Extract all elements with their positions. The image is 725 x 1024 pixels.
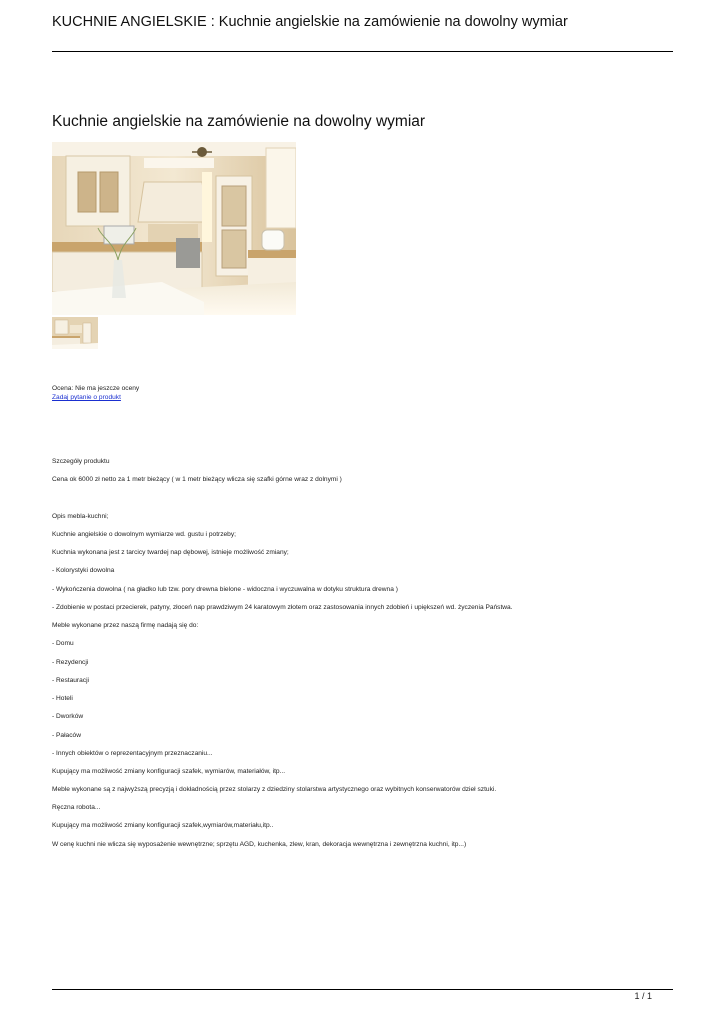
description-line: Meble wykonane przez naszą firmę nadają się do: — [52, 622, 199, 629]
description-line: - Restauracji — [52, 677, 90, 684]
description-line: - Wykończenia dowolna ( na gładko lub tzw. pory drewna bielone - widoczna i wyczuwalna w dotyku struktura drewna ) — [52, 586, 398, 593]
description-line: Kuchnia wykonana jest z tarcicy twardej nap dębowej, istnieje możliwość zmiany; — [52, 549, 289, 556]
description-line: W cenę kuchni nie wlicza się wyposażenie wewnętrzne; sprzętu AGD, kuchenka, zlew, kran, dekoracja wewnętrzna i zewnętrzna kuchni, itp...) — [52, 841, 467, 848]
description-line: - Dworków — [52, 713, 84, 720]
description-line: - Zdobienie w postaci przecierek, patyny, złoceń nap prawdziwym 24 karatowym złotem oraz zastosowania innych zdobień i upiększeń wd. życzenia Państwa. — [52, 604, 513, 611]
description-line: Kupujący ma możliwość zmiany konfiguracji szafek,wymiarów,materiału,itp.. — [52, 822, 274, 829]
description-line: Opis mebla-kuchni; — [52, 513, 109, 520]
page-number: 1 / 1 — [634, 991, 652, 1001]
document-header-title: KUCHNIE ANGIELSKIE : Kuchnie angielskie na zamówienie na dowolny wymiar — [52, 14, 568, 30]
description-line: Kuchnie angielskie o dowolnym wymiarze wd. gustu i potrzeby; — [52, 531, 236, 538]
description-line: - Domu — [52, 640, 74, 647]
header-divider — [52, 51, 673, 52]
description-line: - Innych obiektów o reprezentacyjnym przeznaczaniu... — [52, 750, 213, 757]
description-line: - Rezydencji — [52, 659, 89, 666]
description-line: Kupujący ma możliwość zmiany konfiguracji szafek, wymiarów, materiałów, itp... — [52, 768, 286, 775]
description-line: Meble wykonane są z najwyższą precyzją i dokładnością przez stolarzy z dziedziny stolarstwa artystycznego oraz wybitnych konserwatorów dzieł sztuki. — [52, 786, 497, 793]
footer-divider — [52, 989, 673, 990]
description-line: - Hoteli — [52, 695, 73, 702]
product-title: Kuchnie angielskie na zamówienie na dowolny wymiar — [52, 113, 426, 130]
ask-question-link[interactable]: Zadaj pytanie o produkt — [52, 394, 121, 401]
description-line: Ręczna robota... — [52, 804, 101, 811]
description-line: - Pałaców — [52, 732, 81, 739]
product-rating: Ocena: Nie ma jeszcze oceny — [52, 385, 140, 392]
details-heading: Szczegóły produktu — [52, 458, 110, 465]
product-thumbnail[interactable] — [52, 317, 98, 349]
product-main-image[interactable] — [52, 142, 296, 315]
price-text: Cena ok 6000 zł netto za 1 metr bieżący ( w 1 metr bieżący wlicza się szafki górne wraz z dolnymi ) — [52, 476, 342, 483]
description-line: - Kolorystyki dowolna — [52, 567, 115, 574]
